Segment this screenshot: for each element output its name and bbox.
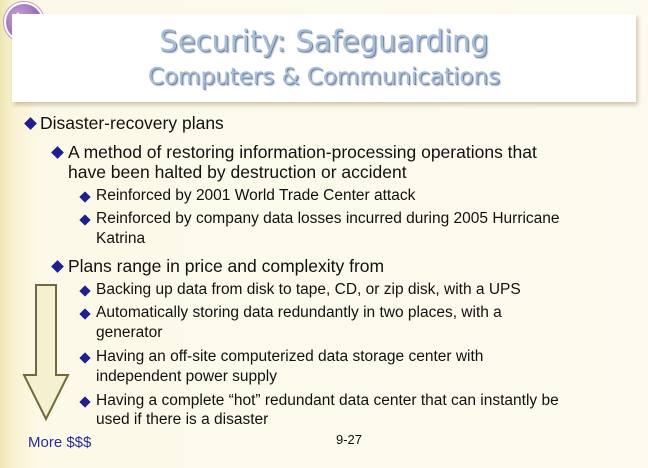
diamond-bullet-icon bbox=[24, 117, 37, 130]
diamond-bullet-icon bbox=[79, 191, 90, 202]
down-arrow-icon bbox=[22, 283, 70, 423]
page-number: 9-27 bbox=[336, 432, 363, 447]
bullet-method-line2: have been halted by destruction or accident bbox=[68, 162, 407, 182]
bullet-katrina-line1: Reinforced by company data losses incurred during 2005 Hurricane bbox=[96, 210, 560, 227]
diamond-bullet-icon bbox=[51, 146, 64, 159]
bullet-hot-center-line2: used if there is a disaster bbox=[96, 411, 269, 428]
bullet-katrina-line2: Katrina bbox=[96, 230, 146, 247]
bullet-wtc: Reinforced by 2001 World Trade Center attack bbox=[96, 187, 416, 204]
diamond-bullet-icon bbox=[79, 214, 90, 225]
diamond-bullet-icon bbox=[51, 260, 64, 273]
diamond-bullet-icon bbox=[79, 308, 90, 319]
bullet-disaster-recovery: Disaster-recovery plans bbox=[40, 113, 224, 133]
slide-subtitle: Computers & Communications bbox=[147, 64, 501, 90]
bullet-hot-center-line1: Having a complete “hot” redundant data center that can instantly be bbox=[96, 392, 559, 409]
bullet-offsite-line1: Having an off-site computerized data storage center with bbox=[96, 348, 484, 365]
bullet-plans-range: Plans range in price and complexity from bbox=[68, 256, 385, 276]
bullet-offsite-line2: independent power supply bbox=[96, 368, 277, 385]
bullet-auto-storing-line1: Automatically storing data redundantly in two places, with a bbox=[96, 304, 502, 321]
diamond-bullet-icon bbox=[79, 285, 90, 296]
diamond-bullet-icon bbox=[79, 352, 90, 363]
diamond-bullet-icon bbox=[79, 396, 90, 407]
bullet-backing-up: Backing up data from disk to tape, CD, or zip disk, with a UPS bbox=[96, 281, 521, 298]
bullet-method-line1: A method of restoring information-processing operations that bbox=[68, 142, 537, 162]
more-cost-label: More $$$ bbox=[28, 434, 92, 451]
slide-title: Security: Safeguarding bbox=[159, 24, 489, 58]
bullet-auto-storing-line2: generator bbox=[96, 324, 163, 341]
